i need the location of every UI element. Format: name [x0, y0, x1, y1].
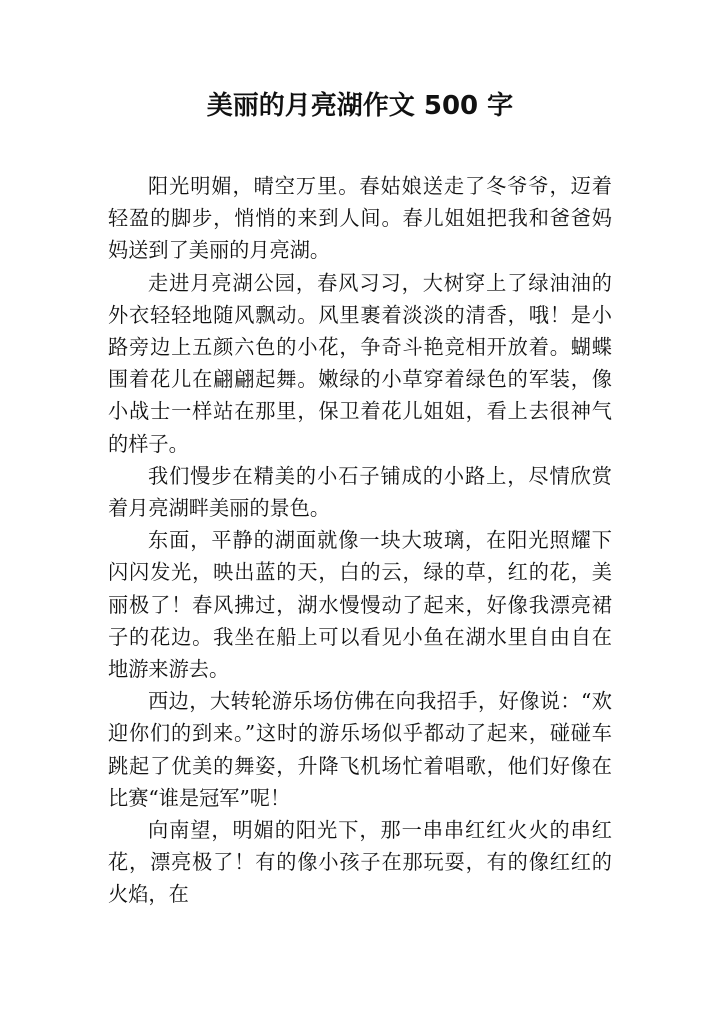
paragraph: 东面，平静的湖面就像一块大玻璃，在阳光照耀下闪闪发光，映出蓝的天，白的云，绿的草，红的花，美丽极了！春风拂过，湖水慢慢动了起来，好像我漂亮裙子的花边。我坐在船上可以看见小鱼在湖水里自由自在地游来游去。 [108, 528, 612, 682]
paragraph: 阳光明媚，晴空万里。春姑娘送走了冬爷爷，迈着轻盈的脚步，悄悄的来到人间。春儿姐姐把我和爸爸妈妈送到了美丽的月亮湖。 [108, 174, 612, 263]
paragraph: 走进月亮湖公园，春风习习，大树穿上了绿油油的外衣轻轻地随风飘动。风里裹着淡淡的清香，哦！是小路旁边上五颜六色的小花，争奇斗艳竞相开放着。蝴蝶围着花儿在翩翩起舞。嫩绿的小草穿着绿色的军装，像小战士一样站在那里，保卫着花儿姐姐，看上去很神气的样子。 [108, 270, 612, 456]
document-title: 美丽的月亮湖作文 500 字 [206, 91, 514, 121]
paragraph: 向南望，明媚的阳光下，那一串串红红火火的串红花，漂亮极了！有的像小孩子在那玩耍，有的像红红的火焰，在 [108, 818, 612, 907]
paragraph: 我们慢步在精美的小石子铺成的小路上，尽情欣赏着月亮湖畔美丽的景色。 [108, 463, 612, 521]
paragraph: 西边，大转轮游乐场仿佛在向我招手，好像说：“欢迎你们的到来。”这时的游乐场似乎都动了起来，碰碰车跳起了优美的舞姿，升降飞机场忙着唱歌，他们好像在比赛“谁是冠军”呢！ [108, 689, 612, 810]
document-body [108, 170, 612, 911]
